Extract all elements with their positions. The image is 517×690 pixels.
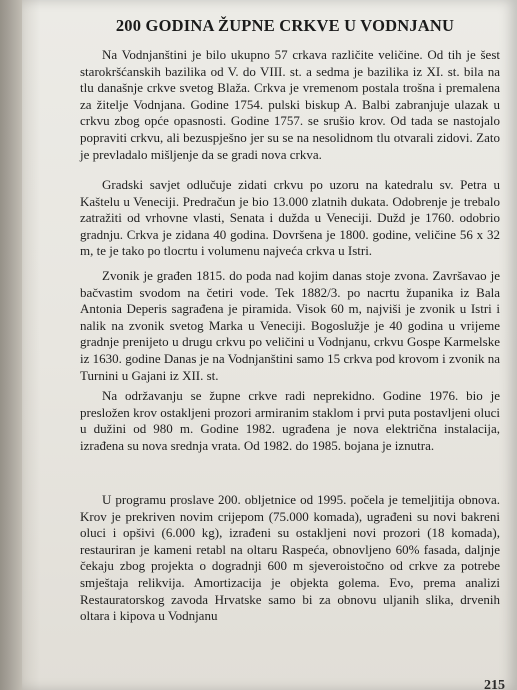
page-title: 200 GODINA ŽUPNE CRKVE U VODNJANU bbox=[115, 16, 455, 35]
paragraph-1: Na Vodnjanštini je bilo ukupno 57 crkava različite veličine. Od tih je šest starokršćanskih bazilika od V. do VIII. st. a sedma je bazilika iz XI. st. bila na tlu današnje crkve svetog Blaža. Crkva je vremenom postala trošna i premalena za žitelje Vodnjana. Godine 1754. pulski biskup A. Balbi zabranjuje ulazak u crkvu zbog opće opasnosti. Godine 1757. se srušio krov. Od tada se nastojalo popraviti crkvu, ali bezuspješno jer su se na nesolidnom tlu otvarali zidovi. Zato je prevladalo mišljenje da se gradi nova crkva. bbox=[80, 47, 500, 162]
page-number: 215 bbox=[484, 678, 505, 690]
book-page bbox=[22, 0, 517, 690]
book-gutter-shadow bbox=[0, 0, 40, 690]
paragraph-2: Gradski savjet odlučuje zidati crkvu po uzoru na katedralu sv. Petra u Kaštelu u Veneciji. Predračun je bio 13.000 zlatnih dukata. Odobrenje je trebalo zatražiti od vrhovne vlasti, Senata i dužda u Veneciji. Dužd je 1760. odobrio gradnju. Crkva je zidana 40 godina. Dovršena je 1800. godine, veličine 56 x 32 m, te je tako po tlocrtu i volumenu najveća crkva u Istri. bbox=[80, 177, 500, 259]
paragraph-4: Na održavanju se župne crkve radi neprekidno. Godine 1976. bio je presložen krov ostakljeni prozori armiranim staklom i prvi puta postavljeni oluci u dužini od 980 m. Godine 1982. ugrađena je nova električna instalacija, izrađena su nova srednja vrata. Od 1982. do 1985. bojana je iznutra. bbox=[80, 388, 500, 453]
paragraph-5: U programu proslave 200. obljetnice od 1995. počela je temeljitija obnova. Krov je prekriven novim crijepom (75.000 komada), ugrađeni su novi bakreni oluci i opšivi (6.000 kg), izrađeni su ostakljeni novi prozori (18 komada), restauriran je kameni retabl na oltaru Raspeća, obnovljeno 60% fasada, daljnje čekaju zbog projekta o dogradnji 600 m sjeveroistočno od crkve za potrebe smještaja relikvija. Amortizacija je objekta golema. Evo, prema analizi Restauratorskog zavoda Hrvatske samo bi za obnovu uljanih slika, drvenih oltara i kipova u Vodnjanu bbox=[80, 492, 500, 624]
paragraph-3: Zvonik je građen 1815. do poda nad kojim danas stoje zvona. Završavao je bačvastim svodom na četiri vode. Tek 1882/3. po nacrtu županika iz Bala Antonia Deperis sagrađena je piramida. Visok 60 m, najviši je zvonik u Istri i nalik na zvonik svetog Marka u Veneciji. Bogoslužje je 40 godina u vrijeme gradnje prenijeto u drugu crkvu po veličini u Vodnjanu, crkvu Gospe Karmelske iz 1630. godine Danas je na Vodnjanštini samo 15 crkva pod krovom i zvonik na Turnini u Gajani iz XII. st. bbox=[80, 268, 500, 383]
